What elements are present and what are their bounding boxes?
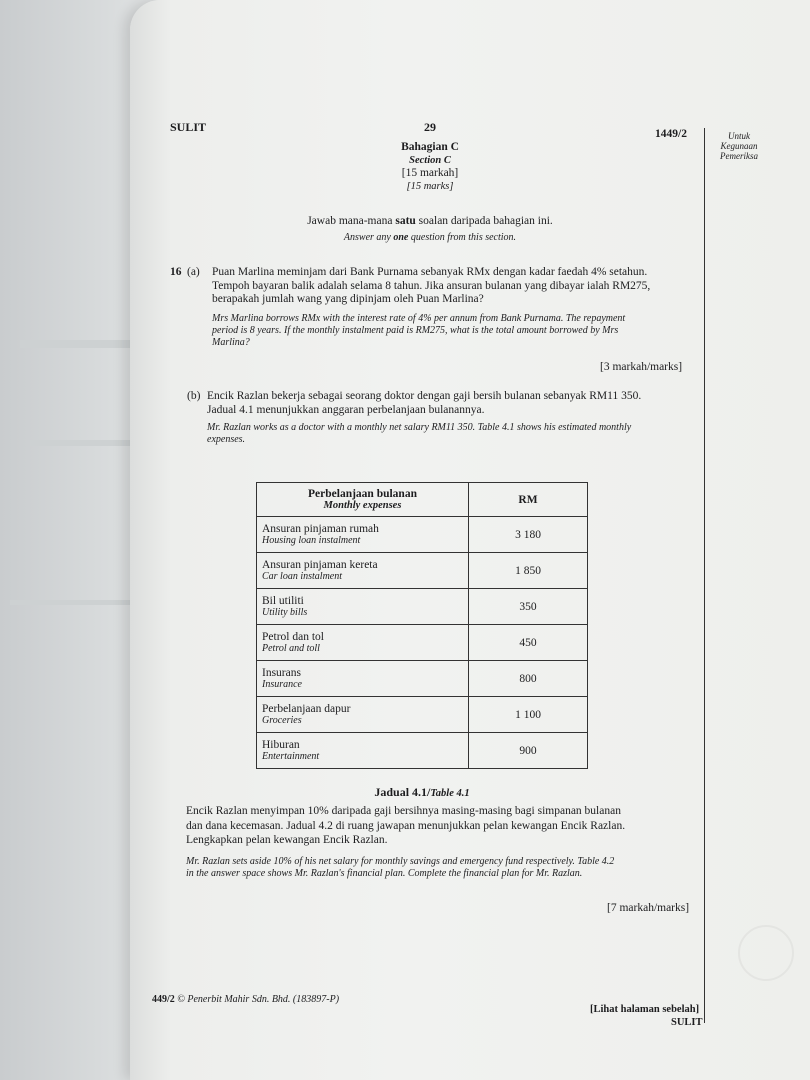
table-row: Petrol dan tol Petrol and toll 450: [257, 625, 588, 661]
table-header-row: [257, 483, 588, 517]
footer-publisher: 449/2 © Penerbit Mahir Sdn. Bhd. (183897-P): [152, 994, 340, 1005]
part-a-text-ms: Puan Marlina meminjam dari Bank Purnama sebanyak RMx dengan kadar faedah 4% setahun. Tempoh bayaran balik adalah selama 8 tahun. Jika ansuran bulanan yang dibayar ialah RM275, berapakah jumlah wang yang dipinjam oleh Puan Marlina?: [212, 266, 651, 305]
question-number: 16: [170, 266, 182, 278]
page-emboss-mark: [738, 925, 794, 981]
footer-sulit: SULIT: [671, 1017, 703, 1028]
part-b-instructions-ms: Encik Razlan menyimpan 10% daripada gaji bersihnya masing-masing bagi simpanan bulanan dan dana kecemasan. Jadual 4.2 di ruang jawapan menunjukkan pelan kewangan Encik Razlan. Lengkapkan pelan kewangan Encik Razlan.: [186, 805, 626, 846]
part-a-marks: [3 markah/marks]: [600, 361, 683, 373]
part-b-text-en: Mr. Razlan works as a doctor with a monthly net salary RM11 350. Table 4.1 shows his estimated monthly expenses.: [207, 422, 632, 445]
table-caption: Jadual 4.1/Table 4.1: [374, 785, 470, 799]
part-b-instructions-en: Mr. Razlan sets aside 10% of his net salary for monthly savings and emergency fund respectively. Table 4.2 in the answer space shows Mr. Razlan's financial plan. Complete the financial plan for Mr. Razlan.: [186, 856, 615, 879]
table-row: Bil utiliti Utility bills 350: [257, 589, 588, 625]
examiner-use-note: Untuk Kegunaan Pemeriksa: [720, 131, 758, 161]
header-rm: RM: [469, 483, 588, 517]
section-heading: Bahagian C Section C [15 markah] [15 marks]: [401, 141, 459, 192]
monthly-expenses-table: [256, 482, 588, 769]
part-a-text-en: Mrs Marlina borrows RMx with the interest rate of 4% per annum from Bank Purnama. The repayment period is 8 years. If the monthly instalment paid is RM275, what is the total amount borrowed by Mrs Marlina?: [212, 313, 626, 348]
part-b-text-ms: Encik Razlan bekerja sebagai seorang doktor dengan gaji bersih bulanan sebanyak RM11 350. Jadual 4.1 menunjukkan anggaran perbelanjaan bulanannya.: [207, 390, 642, 416]
header-expenses: Perbelanjaan bulanan Monthly expenses: [257, 483, 469, 517]
examiner-margin-line: [704, 128, 705, 1023]
instruction-ms: Jawab mana-mana satu soalan daripada bahagian ini.: [307, 215, 553, 227]
footer-next-page: [Lihat halaman sebelah]: [590, 1004, 700, 1015]
instruction-en: Answer any one question from this section.: [343, 232, 517, 243]
part-b-label: (b): [187, 390, 201, 402]
table-row: Ansuran pinjaman kereta Car loan instalment 1 850: [257, 553, 588, 589]
table-row: Ansuran pinjaman rumah Housing loan instalment 3 180: [257, 517, 588, 553]
part-a-label: (a): [187, 266, 200, 278]
page-number: 29: [424, 120, 436, 134]
part-b-marks: [7 markah/marks]: [607, 902, 690, 914]
header-sulit: SULIT: [170, 120, 207, 134]
paper-code: 1449/2: [655, 128, 687, 140]
table-row: Hiburan Entertainment 900: [257, 733, 588, 769]
table-row: Perbelanjaan dapur Groceries 1 100: [257, 697, 588, 733]
table-row: Insurans Insurance 800: [257, 661, 588, 697]
